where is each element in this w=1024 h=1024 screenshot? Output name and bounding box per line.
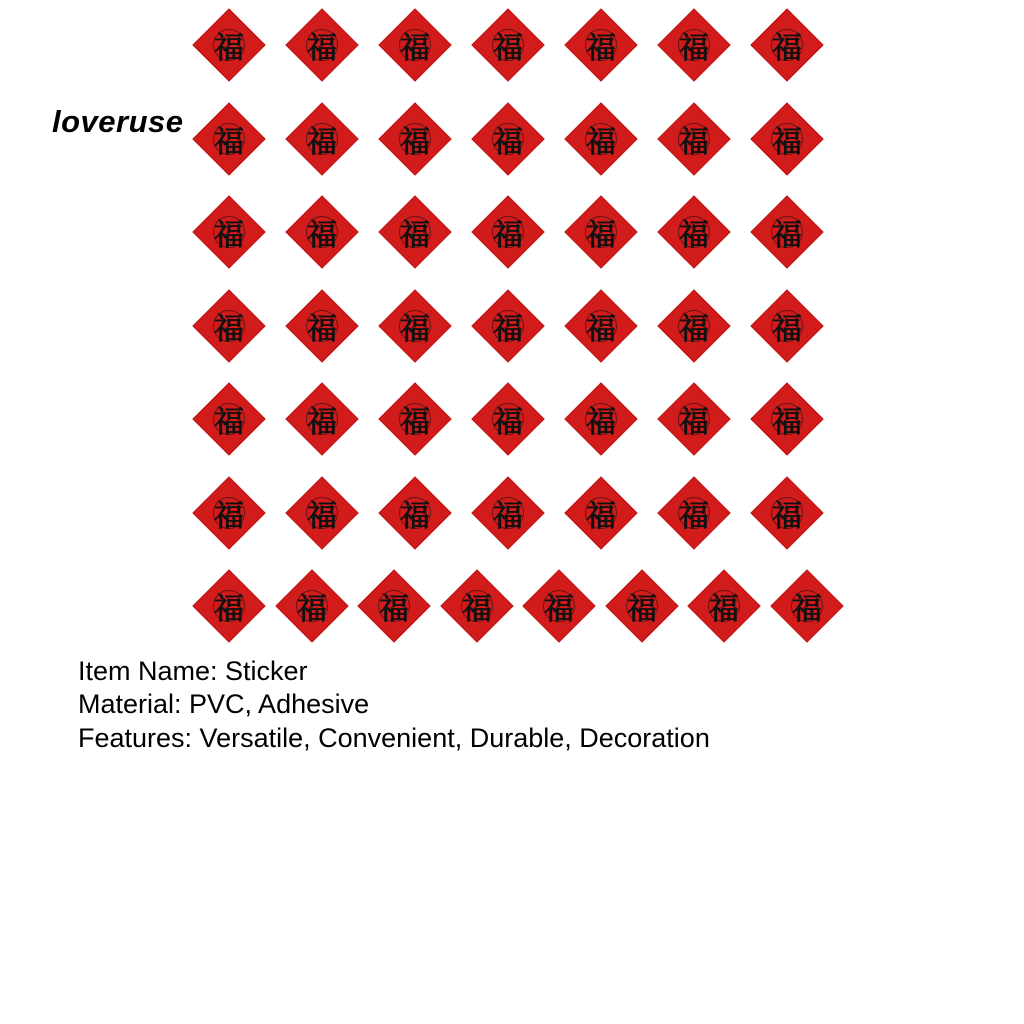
fu-sticker bbox=[192, 289, 266, 363]
fu-character-icon: 福 bbox=[772, 311, 802, 347]
fu-sticker bbox=[750, 289, 824, 363]
fu-character-icon: 福 bbox=[214, 31, 244, 66]
fu-sticker bbox=[687, 569, 761, 643]
fu-sticker bbox=[192, 8, 266, 82]
fu-character-icon: 福 bbox=[586, 218, 616, 253]
fu-dragon-icon bbox=[575, 19, 627, 71]
fu-dragon-icon bbox=[389, 300, 441, 352]
fu-dragon-icon bbox=[482, 487, 534, 539]
fu-dragon-icon bbox=[668, 487, 720, 539]
fu-character-icon: 福 bbox=[493, 311, 523, 347]
fu-dragon-icon bbox=[203, 206, 255, 258]
fu-character-icon: 福 bbox=[214, 311, 244, 347]
fu-character-icon: 福 bbox=[307, 31, 337, 66]
fu-sticker bbox=[750, 8, 824, 82]
fu-dragon-icon bbox=[668, 19, 720, 71]
fu-character-icon: 福 bbox=[493, 31, 523, 66]
features-text: Features: Versatile, Convenient, Durable, Decoration bbox=[78, 723, 710, 753]
fu-character-icon: 福 bbox=[586, 31, 616, 66]
fu-character-icon: 福 bbox=[307, 498, 337, 534]
fu-character-icon: 福 bbox=[400, 124, 430, 160]
fu-character-icon: 福 bbox=[586, 124, 616, 160]
fu-character-icon: 福 bbox=[679, 498, 709, 534]
fu-dragon-icon bbox=[482, 393, 534, 445]
fu-sticker bbox=[657, 8, 731, 82]
fu-dragon-icon bbox=[482, 300, 534, 352]
fu-dragon-icon bbox=[575, 393, 627, 445]
fu-character-icon: 福 bbox=[400, 311, 430, 347]
fu-sticker bbox=[285, 195, 359, 269]
fu-dragon-icon bbox=[296, 19, 348, 71]
fu-dragon-icon bbox=[575, 487, 627, 539]
fu-character-icon: 福 bbox=[586, 498, 616, 534]
fu-character-icon: 福 bbox=[214, 592, 244, 627]
fu-sticker bbox=[564, 195, 638, 269]
fu-character-icon: 福 bbox=[493, 218, 523, 253]
fu-character-icon: 福 bbox=[772, 31, 802, 66]
fu-character-icon: 福 bbox=[679, 124, 709, 160]
fu-sticker bbox=[605, 569, 679, 643]
fu-dragon-icon bbox=[296, 113, 348, 165]
fu-sticker bbox=[750, 476, 824, 550]
fu-dragon-icon bbox=[575, 206, 627, 258]
fu-dragon-icon bbox=[761, 19, 813, 71]
fu-dragon-icon bbox=[451, 580, 503, 632]
fu-dragon-icon bbox=[389, 487, 441, 539]
fu-sticker bbox=[378, 8, 452, 82]
fu-sticker bbox=[378, 289, 452, 363]
fu-dragon-icon bbox=[296, 393, 348, 445]
fu-dragon-icon bbox=[203, 580, 255, 632]
fu-sticker bbox=[471, 382, 545, 456]
fu-sticker bbox=[657, 382, 731, 456]
fu-dragon-icon bbox=[668, 206, 720, 258]
fu-character-icon: 福 bbox=[461, 592, 492, 627]
fu-character-icon: 福 bbox=[679, 31, 709, 66]
fu-dragon-icon bbox=[203, 19, 255, 71]
fu-sticker bbox=[564, 102, 638, 176]
fu-dragon-icon bbox=[668, 300, 720, 352]
item-name-text: Item Name: Sticker bbox=[78, 656, 308, 686]
fu-sticker bbox=[471, 195, 545, 269]
fu-dragon-icon bbox=[575, 300, 627, 352]
fu-sticker bbox=[192, 382, 266, 456]
fu-character-icon: 福 bbox=[214, 405, 244, 440]
fu-character-icon: 福 bbox=[400, 405, 430, 440]
fu-character-icon: 福 bbox=[379, 592, 409, 627]
fu-dragon-icon bbox=[203, 393, 255, 445]
fu-sticker bbox=[285, 476, 359, 550]
fu-character-icon: 福 bbox=[296, 592, 327, 627]
fu-character-icon: 福 bbox=[544, 592, 574, 627]
fu-dragon-icon bbox=[781, 580, 833, 632]
fu-character-icon: 福 bbox=[307, 311, 337, 347]
fu-sticker bbox=[657, 195, 731, 269]
fu-dragon-icon bbox=[389, 393, 441, 445]
fu-character-icon: 福 bbox=[493, 124, 523, 160]
fu-character-icon: 福 bbox=[400, 218, 430, 253]
fu-dragon-icon bbox=[296, 487, 348, 539]
fu-character-icon: 福 bbox=[214, 218, 244, 253]
fu-sticker bbox=[750, 382, 824, 456]
fu-sticker bbox=[657, 476, 731, 550]
fu-dragon-icon bbox=[482, 19, 534, 71]
fu-dragon-icon bbox=[482, 206, 534, 258]
fu-dragon-icon bbox=[761, 206, 813, 258]
fu-character-icon: 福 bbox=[586, 405, 616, 440]
fu-character-icon: 福 bbox=[772, 405, 802, 440]
fu-character-icon: 福 bbox=[307, 405, 337, 440]
fu-dragon-icon bbox=[368, 580, 420, 632]
fu-character-icon: 福 bbox=[307, 218, 337, 253]
fu-character-icon: 福 bbox=[400, 31, 430, 66]
fu-dragon-icon bbox=[296, 300, 348, 352]
fu-sticker bbox=[275, 569, 349, 643]
fu-sticker bbox=[564, 382, 638, 456]
fu-character-icon: 福 bbox=[214, 124, 244, 160]
fu-character-icon: 福 bbox=[772, 124, 802, 160]
fu-sticker bbox=[750, 195, 824, 269]
fu-dragon-icon bbox=[761, 393, 813, 445]
fu-character-icon: 福 bbox=[493, 405, 523, 440]
fu-dragon-icon bbox=[698, 580, 750, 632]
fu-dragon-icon bbox=[616, 580, 668, 632]
fu-sticker bbox=[378, 382, 452, 456]
fu-sticker bbox=[192, 102, 266, 176]
fu-character-icon: 福 bbox=[626, 592, 657, 627]
fu-character-icon: 福 bbox=[679, 218, 709, 253]
fu-sticker bbox=[357, 569, 431, 643]
fu-sticker bbox=[564, 289, 638, 363]
fu-dragon-icon bbox=[203, 113, 255, 165]
fu-character-icon: 福 bbox=[772, 498, 802, 534]
fu-character-icon: 福 bbox=[791, 592, 822, 627]
fu-dragon-icon bbox=[296, 206, 348, 258]
brand-watermark: loveruse bbox=[52, 104, 184, 139]
material-text: Material: PVC, Adhesive bbox=[78, 689, 370, 719]
fu-sticker bbox=[285, 102, 359, 176]
fu-dragon-icon bbox=[761, 300, 813, 352]
fu-dragon-icon bbox=[761, 487, 813, 539]
fu-dragon-icon bbox=[389, 113, 441, 165]
fu-sticker bbox=[378, 102, 452, 176]
fu-character-icon: 福 bbox=[679, 405, 709, 440]
fu-character-icon: 福 bbox=[586, 311, 616, 347]
fu-sticker bbox=[285, 382, 359, 456]
fu-dragon-icon bbox=[668, 393, 720, 445]
fu-character-icon: 福 bbox=[679, 311, 709, 347]
fu-sticker bbox=[192, 195, 266, 269]
fu-sticker bbox=[192, 569, 266, 643]
fu-sticker bbox=[770, 569, 844, 643]
fu-sticker bbox=[522, 569, 596, 643]
fu-dragon-icon bbox=[533, 580, 585, 632]
fu-character-icon: 福 bbox=[772, 218, 802, 253]
fu-sticker bbox=[285, 8, 359, 82]
fu-dragon-icon bbox=[203, 300, 255, 352]
fu-sticker bbox=[471, 8, 545, 82]
fu-sticker bbox=[440, 569, 514, 643]
fu-character-icon: 福 bbox=[307, 124, 337, 160]
fu-sticker bbox=[471, 102, 545, 176]
fu-character-icon: 福 bbox=[214, 498, 244, 534]
fu-sticker bbox=[378, 195, 452, 269]
fu-sticker bbox=[564, 8, 638, 82]
fu-dragon-icon bbox=[575, 113, 627, 165]
fu-sticker bbox=[471, 289, 545, 363]
fu-dragon-icon bbox=[286, 580, 338, 632]
fu-dragon-icon bbox=[389, 206, 441, 258]
fu-sticker bbox=[285, 289, 359, 363]
fu-sticker bbox=[471, 476, 545, 550]
fu-sticker bbox=[192, 476, 266, 550]
fu-sticker bbox=[750, 102, 824, 176]
fu-sticker bbox=[657, 289, 731, 363]
fu-dragon-icon bbox=[482, 113, 534, 165]
fu-sticker bbox=[378, 476, 452, 550]
fu-dragon-icon bbox=[389, 19, 441, 71]
fu-sticker bbox=[657, 102, 731, 176]
fu-dragon-icon bbox=[761, 113, 813, 165]
fu-dragon-icon bbox=[668, 113, 720, 165]
fu-character-icon: 福 bbox=[493, 498, 523, 534]
fu-dragon-icon bbox=[203, 487, 255, 539]
fu-sticker bbox=[564, 476, 638, 550]
fu-character-icon: 福 bbox=[709, 592, 739, 627]
fu-character-icon: 福 bbox=[400, 498, 430, 534]
